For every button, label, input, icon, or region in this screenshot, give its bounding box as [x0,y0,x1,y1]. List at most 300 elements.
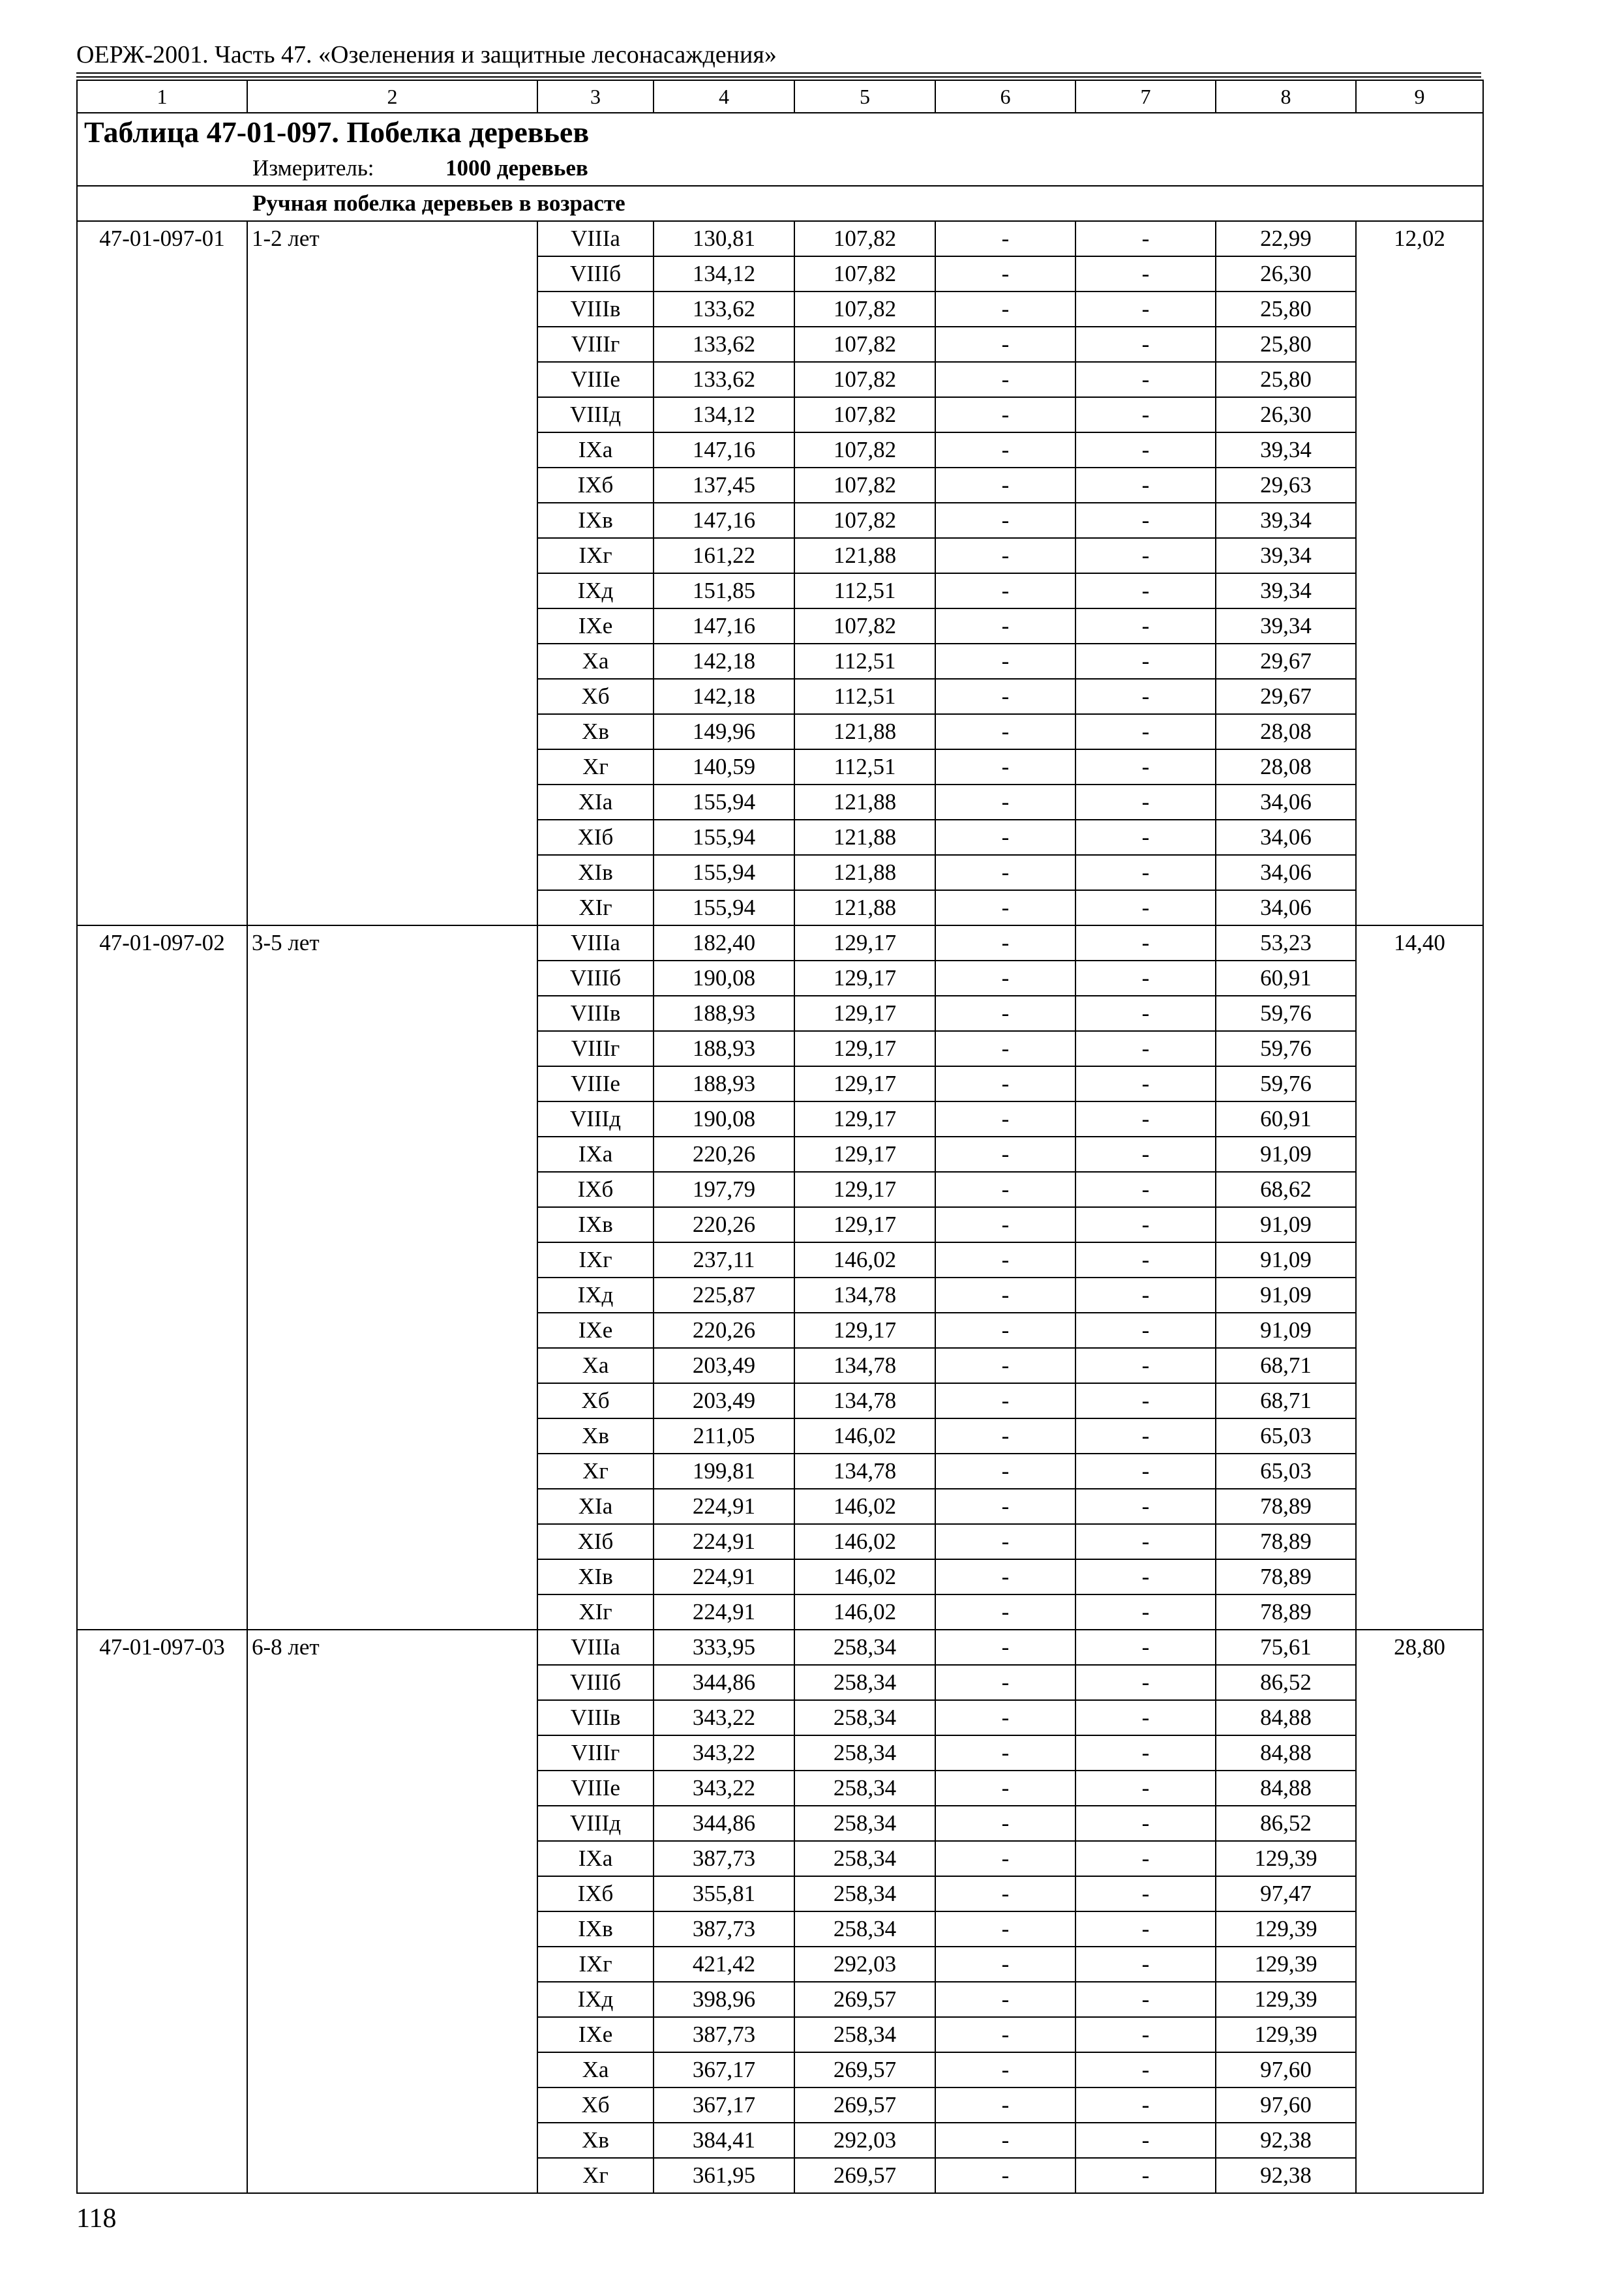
table-cell: - [935,785,1075,820]
page-number: 118 [76,2204,117,2234]
table-cell: 258,34 [794,1665,935,1700]
table-cell: 220,26 [654,1207,794,1242]
meter-row [77,151,1483,186]
section-row [77,186,1483,221]
table-cell: 59,76 [1216,1031,1356,1066]
table-cell: 75,61 [1216,1630,1356,1665]
table-cell: - [935,714,1075,749]
column-number: 2 [247,80,537,113]
table-cell: 361,95 [654,2158,794,2193]
table-cell: - [1075,221,1216,256]
table-row [77,1630,1483,1665]
table-cell: - [935,1454,1075,1489]
table-cell: - [935,1841,1075,1876]
meter-value: 1000 деревьев [445,155,588,181]
table-cell: - [1075,714,1216,749]
table-cell: 97,60 [1216,2087,1356,2123]
table-cell: - [1075,397,1216,432]
column-number: 3 [537,80,654,113]
column-number: 1 [77,80,247,113]
table-cell: 84,88 [1216,1700,1356,1735]
table-cell: - [935,1207,1075,1242]
column-number: 6 [935,80,1075,113]
table-cell: Xв [537,714,654,749]
table-cell: - [1075,1383,1216,1418]
table-cell: 60,91 [1216,1101,1356,1137]
table-cell: IXе [537,608,654,644]
table-cell: - [935,961,1075,996]
table-cell: 121,88 [794,855,935,890]
table-cell: VIIIд [537,1806,654,1841]
table-cell: - [935,292,1075,327]
table-cell: 258,34 [794,1700,935,1735]
table-cell: 190,08 [654,961,794,996]
table-cell: IXе [537,2017,654,2052]
table-title-row [77,113,1483,151]
table-cell: 142,18 [654,644,794,679]
table-cell: - [1075,785,1216,820]
table-cell: 39,34 [1216,432,1356,468]
table-cell: - [1075,996,1216,1031]
table-cell: - [1075,1313,1216,1348]
table-cell: - [935,1313,1075,1348]
table-cell: IXб [537,1172,654,1207]
table-cell: 60,91 [1216,961,1356,996]
table-cell: 220,26 [654,1137,794,1172]
table-cell: 121,88 [794,890,935,925]
table-cell: - [935,1947,1075,1982]
table-cell: Xб [537,1383,654,1418]
table-cell: 134,78 [794,1454,935,1489]
table-cell: IXг [537,538,654,573]
table-cell: - [935,925,1075,961]
table-cell: - [935,1524,1075,1559]
table-cell: - [1075,1982,1216,2017]
table-cell: 129,17 [794,1031,935,1066]
table-cell: - [1075,362,1216,397]
table-cell: - [1075,1489,1216,1524]
table-cell: 129,17 [794,925,935,961]
table-cell: 26,30 [1216,397,1356,432]
table-cell: - [1075,1207,1216,1242]
table-cell: 112,51 [794,644,935,679]
table-cell: - [1075,644,1216,679]
table-cell: Xг [537,1454,654,1489]
table-cell: VIIIе [537,1771,654,1806]
table-cell: - [935,1137,1075,1172]
table-cell: - [1075,1665,1216,1700]
table-cell: - [1075,1454,1216,1489]
table-cell: 147,16 [654,503,794,538]
section-title: Ручная побелка деревьев в возрасте [252,190,625,216]
table-cell: - [1075,890,1216,925]
table-cell: - [935,503,1075,538]
table-cell: IXв [537,1207,654,1242]
table-cell: - [935,644,1075,679]
table-cell: 387,73 [654,2017,794,2052]
table-cell: 68,71 [1216,1383,1356,1418]
table-cell: 65,03 [1216,1418,1356,1454]
table-cell: 258,34 [794,1630,935,1665]
table-cell: 28,08 [1216,749,1356,785]
table-cell: Xг [537,749,654,785]
column-number: 5 [794,80,935,113]
table-cell: 129,39 [1216,1982,1356,2017]
table-cell: IXг [537,1947,654,1982]
table-cell: 155,94 [654,890,794,925]
table-cell: 398,96 [654,1982,794,2017]
table-cell: 28,08 [1216,714,1356,749]
table-cell: - [935,397,1075,432]
table-cell: - [1075,608,1216,644]
table-cell: 355,81 [654,1876,794,1911]
table-cell: 133,62 [654,327,794,362]
table-cell: 146,02 [794,1524,935,1559]
table-cell: VIIIе [537,1066,654,1101]
table-cell: 133,62 [654,292,794,327]
table-cell: 387,73 [654,1911,794,1947]
table-cell: 344,86 [654,1806,794,1841]
table-cell: Xг [537,2158,654,2193]
table-cell: - [1075,1172,1216,1207]
table-cell: - [1075,1242,1216,1278]
table-cell: - [935,855,1075,890]
table-cell: XIа [537,1489,654,1524]
table-cell: 146,02 [794,1559,935,1594]
table-cell: 78,89 [1216,1594,1356,1630]
table-cell: 129,17 [794,1101,935,1137]
table-cell: 59,76 [1216,1066,1356,1101]
table-cell: 188,93 [654,1031,794,1066]
table-cell: 258,34 [794,1841,935,1876]
table-cell: 129,39 [1216,1947,1356,1982]
table-cell: - [1075,468,1216,503]
table-cell: 97,47 [1216,1876,1356,1911]
table-cell: VIIIб [537,961,654,996]
table-cell: 147,16 [654,432,794,468]
table-cell: - [935,1242,1075,1278]
table-cell: 86,52 [1216,1665,1356,1700]
table-cell: - [935,468,1075,503]
table-cell: - [1075,1559,1216,1594]
table-cell: IXв [537,503,654,538]
table-cell: 39,34 [1216,538,1356,573]
row-col9: 28,80 [1356,1630,1483,2193]
table-cell: 65,03 [1216,1454,1356,1489]
table-cell: - [1075,1876,1216,1911]
table-cell: 333,95 [654,1630,794,1665]
table-cell: 112,51 [794,573,935,608]
table-cell: 107,82 [794,468,935,503]
table-cell: 199,81 [654,1454,794,1489]
table-cell: 258,34 [794,1735,935,1771]
table-cell: 182,40 [654,925,794,961]
table-cell: 203,49 [654,1348,794,1383]
table-cell: 78,89 [1216,1559,1356,1594]
table-cell: 134,78 [794,1348,935,1383]
table-cell: - [935,432,1075,468]
table-cell: - [1075,1137,1216,1172]
table-cell: 121,88 [794,538,935,573]
table-cell: - [1075,2158,1216,2193]
table-cell: - [1075,2087,1216,2123]
table-cell: 367,17 [654,2087,794,2123]
table-cell: - [1075,1594,1216,1630]
table-cell: 84,88 [1216,1771,1356,1806]
table-cell: VIIIг [537,327,654,362]
table-cell: - [935,890,1075,925]
table-cell: 29,67 [1216,644,1356,679]
table-cell: - [1075,1418,1216,1454]
table-cell: 91,09 [1216,1313,1356,1348]
table-cell: 146,02 [794,1489,935,1524]
table-cell: 203,49 [654,1383,794,1418]
table-cell: 224,91 [654,1489,794,1524]
table-cell: VIIIд [537,1101,654,1137]
table-cell: 137,45 [654,468,794,503]
table-cell: - [935,1630,1075,1665]
column-number-row [77,80,1483,113]
table-cell: Xв [537,2123,654,2158]
table-cell: - [1075,1066,1216,1101]
table-cell: 91,09 [1216,1278,1356,1313]
table-cell: VIIIе [537,362,654,397]
table-cell: 225,87 [654,1278,794,1313]
meter-cell [77,151,1483,186]
table-cell: - [935,820,1075,855]
table-cell: XIг [537,890,654,925]
table-cell: 107,82 [794,221,935,256]
table-cell: - [935,1489,1075,1524]
table-cell: - [935,1383,1075,1418]
table-cell: - [1075,538,1216,573]
table-cell: - [1075,1031,1216,1066]
table-cell: - [935,1771,1075,1806]
table-cell: 107,82 [794,397,935,432]
table-cell: IXб [537,1876,654,1911]
row-col9: 12,02 [1356,221,1483,925]
table-cell: 121,88 [794,714,935,749]
table-cell: 188,93 [654,996,794,1031]
table-cell: 29,67 [1216,679,1356,714]
table-cell: 34,06 [1216,890,1356,925]
table-cell: - [935,996,1075,1031]
table-row [77,925,1483,961]
table-cell: 140,59 [654,749,794,785]
table-cell: 107,82 [794,608,935,644]
table-cell: - [1075,573,1216,608]
table-cell: - [935,573,1075,608]
row-code: 47-01-097-03 [77,1630,247,2193]
table-cell: 34,06 [1216,855,1356,890]
column-number: 4 [654,80,794,113]
table-cell: 384,41 [654,2123,794,2158]
meter-label: Измеритель: [252,155,374,181]
table-cell: 25,80 [1216,362,1356,397]
table-cell: 224,91 [654,1594,794,1630]
column-number: 8 [1216,80,1356,113]
column-number: 7 [1075,80,1216,113]
table-cell: - [1075,2017,1216,2052]
table-cell: 142,18 [654,679,794,714]
table-cell: IXе [537,1313,654,1348]
table-cell: IXг [537,1242,654,1278]
table-cell: - [935,1031,1075,1066]
table-cell: XIг [537,1594,654,1630]
table-cell: 269,57 [794,2158,935,2193]
table-cell: 107,82 [794,432,935,468]
table-cell: 22,99 [1216,221,1356,256]
price-table [76,80,1484,2194]
table-cell: - [935,1066,1075,1101]
table-cell: - [1075,2052,1216,2087]
table-cell: - [1075,327,1216,362]
table-cell: 78,89 [1216,1489,1356,1524]
table-cell: - [1075,925,1216,961]
table-cell: 107,82 [794,362,935,397]
table-cell: IXа [537,432,654,468]
table-cell: 258,34 [794,2017,935,2052]
table-cell: - [935,2158,1075,2193]
table-cell: - [935,1735,1075,1771]
page-header: ОЕРЖ-2001. Часть 47. «Озеленения и защитные лесонасаждения» [76,41,777,68]
table-cell: 134,78 [794,1383,935,1418]
table-cell: VIIIв [537,1700,654,1735]
table-cell: - [935,2017,1075,2052]
table-cell: - [1075,855,1216,890]
table-cell: 129,39 [1216,1911,1356,1947]
table-cell: 129,39 [1216,2017,1356,2052]
header-rule [76,76,1481,78]
table-cell: Xб [537,679,654,714]
table-cell: - [935,2123,1075,2158]
table-cell: 107,82 [794,327,935,362]
table-cell: 121,88 [794,820,935,855]
table-cell: 129,17 [794,996,935,1031]
table-cell: - [1075,2123,1216,2158]
table-cell: 91,09 [1216,1207,1356,1242]
table-cell: XIа [537,785,654,820]
table-cell: 97,60 [1216,2052,1356,2087]
table-cell: - [1075,1947,1216,1982]
table-cell: XIб [537,820,654,855]
table-cell: XIв [537,1559,654,1594]
table-cell: 112,51 [794,749,935,785]
table-cell: 121,88 [794,785,935,820]
table-cell: - [935,1559,1075,1594]
table-cell: - [935,1348,1075,1383]
table-cell: 78,89 [1216,1524,1356,1559]
table-cell: 269,57 [794,2087,935,2123]
table-cell: 147,16 [654,608,794,644]
table-cell: Xа [537,2052,654,2087]
table-cell: - [935,221,1075,256]
table-cell: IXа [537,1841,654,1876]
table-cell: - [935,1806,1075,1841]
table-cell: 84,88 [1216,1735,1356,1771]
table-cell: 86,52 [1216,1806,1356,1841]
table-cell: - [1075,749,1216,785]
table-cell: - [935,256,1075,292]
table-cell: Xб [537,2087,654,2123]
table-cell: 29,63 [1216,468,1356,503]
table-cell: Xв [537,1418,654,1454]
table-cell: 149,96 [654,714,794,749]
table-cell: - [935,538,1075,573]
table-cell: 343,22 [654,1735,794,1771]
table-title: Таблица 47-01-097. Побелка деревьев [77,113,1483,151]
table-cell: 155,94 [654,820,794,855]
table-cell: 258,34 [794,1876,935,1911]
table-cell: - [935,1172,1075,1207]
table-cell: 197,79 [654,1172,794,1207]
table-cell: 91,09 [1216,1242,1356,1278]
row-age: 6-8 лет [247,1630,537,2193]
table-cell: 224,91 [654,1524,794,1559]
table-cell: IXд [537,1278,654,1313]
table-cell: 39,34 [1216,573,1356,608]
table-cell: - [935,1700,1075,1735]
table-cell: 155,94 [654,785,794,820]
table-cell: 68,62 [1216,1172,1356,1207]
table-cell: 237,11 [654,1242,794,1278]
table-cell: - [1075,1348,1216,1383]
table-cell: 34,06 [1216,785,1356,820]
table-body [77,80,1483,2193]
table-cell: IXб [537,468,654,503]
table-cell: 387,73 [654,1841,794,1876]
table-cell: - [1075,1524,1216,1559]
table-cell: VIIIа [537,221,654,256]
table-cell: VIIIг [537,1735,654,1771]
table-cell: - [935,1418,1075,1454]
row-col9: 14,40 [1356,925,1483,1630]
table-cell: - [1075,1700,1216,1735]
table-cell: IXа [537,1137,654,1172]
table-cell: VIIIа [537,925,654,961]
table-cell: 130,81 [654,221,794,256]
table-cell: - [1075,1630,1216,1665]
table-cell: 39,34 [1216,503,1356,538]
table-cell: 258,34 [794,1911,935,1947]
table-cell: 344,86 [654,1665,794,1700]
table-cell: XIв [537,855,654,890]
row-age: 1-2 лет [247,221,537,925]
table-cell: - [1075,961,1216,996]
table-cell: 155,94 [654,855,794,890]
table-cell: 107,82 [794,503,935,538]
table-cell: IXд [537,1982,654,2017]
table-cell: - [935,2052,1075,2087]
table-cell: 190,08 [654,1101,794,1137]
table-cell: 134,12 [654,256,794,292]
table-cell: 343,22 [654,1700,794,1735]
table-cell: - [935,1982,1075,2017]
table-cell: - [935,608,1075,644]
table-cell: - [1075,256,1216,292]
table-cell: 220,26 [654,1313,794,1348]
table-cell: - [935,1101,1075,1137]
table-cell: Xа [537,1348,654,1383]
row-code: 47-01-097-02 [77,925,247,1630]
table-cell: 59,76 [1216,996,1356,1031]
table-cell: VIIIа [537,1630,654,1665]
table-cell: IXд [537,573,654,608]
table-cell: 258,34 [794,1806,935,1841]
table-cell: 107,82 [794,292,935,327]
table-cell: 92,38 [1216,2123,1356,2158]
column-number: 9 [1356,80,1483,113]
